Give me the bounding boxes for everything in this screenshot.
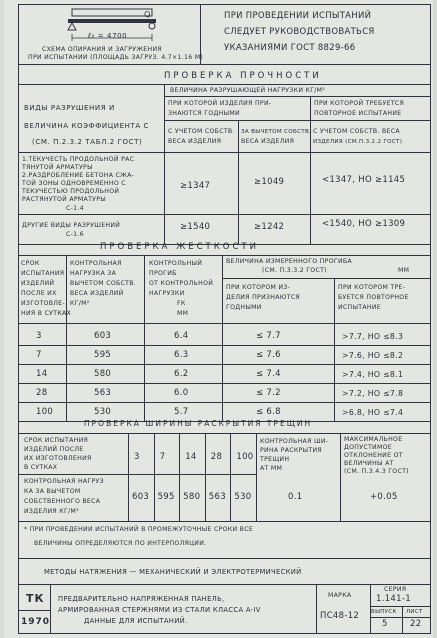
stamp-year: 1970 [21, 617, 51, 627]
stiff-header-h1-3: ПОСЛЕ ИХ [21, 290, 57, 297]
stamp-sheet-label: ЛИСТ [406, 609, 423, 615]
col-header-retest-1: ПРИ КОТОРОЙ ТРЕБУЕТСЯ [314, 100, 405, 107]
crack-h-days-0: СРОК ИСПЫТАНИЯ [24, 437, 89, 444]
stiff-row-retest: >7.2, НО ≤7.8 [342, 389, 404, 398]
crack-h-days-3: В СУТКАХ [24, 464, 58, 471]
crack-h-width-0: КОНТРОЛЬНАЯ ШИ- [260, 438, 329, 445]
stiff-row-ok: ≤ 7.7 [256, 331, 281, 341]
stiff-header-h3-4: FК [177, 300, 186, 307]
stiff-row-days: 14 [36, 369, 48, 379]
row1-coef: С-1.4 [66, 205, 84, 212]
stiff-header-h1-1: ИСПЫТАНИЯ [21, 270, 65, 277]
crack-load-value: 595 [157, 492, 175, 502]
crack-h-dev-1: ДОПУСТИМОЕ [344, 444, 392, 451]
crack-load-value: 580 [183, 492, 201, 502]
stamp-series: 1.141-1 [376, 594, 411, 604]
col-divider [230, 433, 231, 521]
stiff-row-load: 595 [94, 350, 112, 360]
crack-h-dev-4: (СМ. П.3.4.3 ГОСТ) [344, 468, 409, 475]
stamp-mark-label: МАРКА [328, 592, 352, 599]
crack-h-width-1: РИНА РАСКРЫТИЯ [260, 447, 322, 454]
crack-days-value: 14 [185, 452, 197, 462]
stiff-row-deflection: 6.2 [174, 369, 189, 379]
stiff-header-h1-5: НИЯ В СУТКАХ [21, 310, 72, 317]
strength-title: ПРОВЕРКА ПРОЧНОСТИ [164, 71, 322, 81]
stiff-row-ok: ≤ 7.4 [256, 369, 281, 379]
stamp-desc-3: ДАННЫЕ ДЛЯ ИСПЫТАНИЙ. [84, 617, 188, 625]
stiff-row-retest: >6.8, НО ≤7.4 [342, 408, 404, 417]
stiff-h4-2: (СМ. П.3.3.2 ГОСТ) [262, 267, 327, 274]
stiff-header-h1-2: ИЗДЕЛИЙ [21, 280, 55, 287]
diagram-caption-2: ПРИ ИСПЫТАНИИ (ПЛОЩАДЬ ЗАГРУЗ. 4.7×1.16 М) [28, 54, 204, 61]
stiff-row-retest: >7.4, НО ≤8.1 [342, 370, 404, 379]
load-block [72, 9, 152, 16]
col-type-2: ВЕЛИЧИНА КОЭФФИЦИЕНТА С [24, 122, 150, 130]
stiff-header-h5-1: ДЕЛИЯ ПРИЗНАЮТСЯ [226, 294, 301, 301]
row1-text-4: ТОЙ ЗОНЫ ОДНОВРЕМЕННО С [22, 180, 126, 187]
stiff-header-h2-1: НАГРУЗКА ЗА [70, 270, 117, 277]
crack-days-value: 100 [236, 452, 254, 462]
col-type-3: (СМ. П.2.3.2 ТАБЛ.2 ГОСТ) [32, 138, 143, 146]
stiff-row-ok: ≤ 6.8 [256, 407, 281, 417]
crack-deviation-value: +0.05 [370, 492, 398, 502]
stiff-row-deflection: 6.0 [174, 388, 189, 398]
diagram-caption-1: СХЕМА ОПИРАНИЯ И ЗАГРУЖЕНИЯ [42, 46, 162, 53]
stiff-header-h2-0: КОНТРОЛЬНАЯ [70, 260, 122, 267]
col-header-load: ВЕЛИЧИНА РАЗРУШАЮЩЕЙ НАГРУЗКИ КГ/М² [170, 87, 326, 94]
crack-days-value: 28 [210, 452, 223, 462]
stiff-header-h5-2: ГОДНЫМИ [226, 304, 262, 311]
crack-h-load-0: КОНТРОЛЬНАЯ НАГРУЗ [24, 478, 104, 485]
stiff-header-h3-3: НАГРУЗКИ [149, 290, 185, 297]
support-left [68, 23, 76, 30]
stamp-mark: ПС48-12 [320, 611, 360, 621]
col-a-2: ВЕСА ИЗДЕЛИЯ [168, 138, 222, 145]
stiff-header-h2-2: ВЫЧЕТОМ СОБСТВ. [70, 280, 137, 287]
col-header-ok-1: ПРИ КОТОРОЙ ИЗДЕЛИЯ ПРИ- [168, 100, 272, 107]
crack-load-value: 563 [208, 492, 226, 502]
stiff-h4-1: ВЕЛИЧИНА ИЗМЕРЕННОГО ПРОГИБА [226, 258, 352, 265]
stiff-header-h3-5: ММ [177, 310, 189, 317]
stiff-h4-unit: ММ [398, 267, 410, 274]
stiff-row-load: 530 [94, 407, 112, 417]
row-divider [18, 364, 431, 365]
crack-load-value: 603 [132, 492, 150, 502]
stiff-row-deflection: 6.4 [174, 331, 189, 341]
stiff-row-days: 7 [36, 350, 42, 360]
stiff-row-deflection: 5.7 [174, 407, 189, 417]
stiff-header-h1-0: СРОК [21, 260, 40, 267]
stiff-header-h2-4: КГ/М² [70, 300, 90, 307]
row2-text: ДРУГИЕ ВИДЫ РАЗРУШЕНИЙ [22, 222, 121, 229]
col-header-retest-2: ПОВТОРНОЕ ИСПЫТАНИЕ [314, 110, 402, 117]
col-type-1: ВИДЫ РАЗРУШЕНИЯ И [24, 104, 115, 112]
load-label: Q [144, 10, 151, 19]
row1-text-1: 1.ТЕКУЧЕСТЬ ПРОДОЛЬНОЙ РАС [22, 156, 135, 163]
stiff-row-ok: ≤ 7.2 [256, 388, 281, 398]
note-2: ВЕЛИЧИНЫ ОПРЕДЕЛЯЮТСЯ ПО ИНТЕРПОЛЯЦИИ. [34, 540, 207, 547]
stiff-header-h2-3: ВЕСА ИЗДЕЛИЙ [70, 290, 124, 297]
stiff-row-days: 100 [36, 407, 54, 417]
row1-text-5: ТЕКУЧЕСТЬЮ ПРОДОЛЬНОЙ [22, 188, 120, 195]
crack-h-width-3: AТ ММ [260, 465, 283, 472]
gost-note-2: СЛЕДУЕТ РУКОВОДСТВОВАТЬСЯ [224, 27, 375, 37]
row1-value-a: ≥1347 [180, 181, 211, 191]
stiff-header-h6-2: ИСПЫТАНИЕ [338, 304, 381, 311]
crack-h-days-2: ИХ ИЗГОТОВЛЕНИЯ [24, 455, 92, 462]
stiff-header-h1-4: ИЗГОТОВЛЕ- [21, 300, 65, 307]
col-divider [205, 433, 206, 521]
crack-days-value: 7 [159, 452, 166, 462]
crack-h-load-3: ИЗДЕЛИЯ КГ/М² [24, 508, 79, 515]
row2-value-retest: <1540, НО ≥1309 [322, 219, 406, 229]
cracks-title: ПРОВЕРКА ШИРИНЫ РАСКРЫТИЯ ТРЕЩИН [84, 419, 313, 428]
crack-h-load-1: КА ЗА ВЫЧЕТОМ [24, 488, 81, 495]
crack-h-days-1: ИЗДЕЛИЙ ПОСЛЕ [24, 446, 84, 453]
stiffness-title: ПРОВЕРКА ЖЕСТКОСТИ [100, 242, 259, 252]
col-c-2: ИЗДЕЛИЯ (СМ.П.3.2.2 ГОСТ) [313, 139, 403, 145]
divider [200, 4, 201, 64]
span-label: ℓ₀ = 4700 [88, 32, 128, 40]
stiff-row-load: 603 [94, 331, 112, 341]
col-a-1: С УЧЕТОМ СОБСТВ. [168, 128, 235, 135]
crack-h-dev-3: ВЕЛИЧИНЫ AТ [344, 460, 394, 467]
row1-value-b: ≥1049 [254, 177, 285, 187]
note-1: * ПРИ ПРОВЕДЕНИИ ИСПЫТАНИЙ В ПРОМЕЖУТОЧНЫЕ СРОКИ ВСЕ [24, 526, 254, 533]
row-divider [18, 383, 431, 384]
panel-beam [68, 19, 156, 23]
stamp-issue-label: ВЫПУСК [371, 609, 397, 615]
stiff-header-h5-0: ПРИ КОТОРОМ ИЗ- [226, 284, 291, 291]
stiff-row-retest: >7.6, НО ≤8.2 [342, 351, 404, 360]
row1-text-2: ТЯНУТОЙ АРМАТУРЫ [22, 164, 93, 171]
stamp-desc-1: ПРЕДВАРИТЕЛЬНО НАПРЯЖЕННАЯ ПАНЕЛЬ, [58, 595, 225, 603]
stiff-header-h6-1: БУЕТСЯ ПОВТОРНОЕ [338, 294, 409, 301]
drawing-sheet [4, 0, 433, 638]
row2-coef: С-1.6 [66, 231, 84, 238]
loading-scheme-diagram [44, 6, 184, 50]
stiff-header-h6-0: ПРИ КОТОРОМ ТРЕ- [338, 284, 406, 291]
stamp-tk: ТК [26, 592, 45, 605]
stiff-row-deflection: 6.3 [174, 350, 189, 360]
crack-h-dev-2: ОТКЛОНЕНИЕ ОТ [344, 452, 403, 459]
crack-load-value: 530 [234, 492, 252, 502]
crack-width-value: 0.1 [288, 492, 303, 502]
tension-methods: МЕТОДЫ НАТЯЖЕНИЯ — МЕХАНИЧЕСКИЙ И ЭЛЕКТРОТЕРМИЧЕСКИЙ [44, 568, 302, 576]
gost-note-3: УКАЗАНИЯМИ ГОСТ 8829-66 [224, 43, 356, 53]
stiff-row-load: 563 [94, 388, 112, 398]
row2-value-a: ≥1540 [180, 222, 211, 232]
col-divider [154, 433, 155, 521]
stiff-row-retest: >7.7, НО ≤8.3 [342, 332, 404, 341]
row-divider [18, 402, 431, 403]
col-c-1: С УЧЕТОМ СОБСТВ. ВЕСА [313, 128, 400, 135]
support-right [149, 23, 155, 29]
stiff-header-h3-0: КОНТРОЛЬНЫЙ [149, 260, 203, 267]
stiff-row-days: 28 [36, 388, 48, 398]
crack-days-value: 3 [134, 452, 140, 462]
row1-value-retest: <1347, НО ≥1145 [322, 175, 406, 185]
stiff-row-ok: ≤ 7.6 [256, 350, 281, 360]
crack-h-load-2: СОБСТВЕННОГО ВЕСА [24, 498, 101, 505]
col-b-2: ВЕСА ИЗДЕЛИЯ [241, 138, 295, 145]
stamp-series-label: СЕРИЯ [384, 586, 407, 593]
stamp-sheet: 22 [410, 619, 422, 629]
gost-note-1: ПРИ ПРОВЕДЕНИИ ИСПЫТАНИЙ [224, 11, 372, 21]
stiff-header-h3-1: ПРОГИБ [149, 270, 177, 277]
row1-text-3: 2.РАЗДРОБЛЕНИЕ БЕТОНА СЖА- [22, 172, 135, 179]
stiff-header-h3-2: ОТ КОНТРОЛЬНОЙ [149, 280, 214, 287]
row2-value-b: ≥1242 [254, 222, 285, 232]
stamp-issue: 5 [382, 619, 388, 629]
stamp-desc-2: АРМИРОВАННАЯ СТЕРЖНЯМИ ИЗ СТАЛИ КЛАССА A-IV [58, 606, 261, 614]
col-header-ok-2: ЗНАЮТСЯ ГОДНЫМИ [168, 110, 240, 117]
col-b-1: ЗА ВЫЧЕТОМ СОБСТВ. [241, 129, 312, 135]
stiff-row-days: 3 [36, 331, 42, 341]
stiff-row-load: 580 [94, 369, 112, 379]
crack-h-width-2: ТРЕЩИН [260, 456, 290, 463]
row1-text-6: РАСТЯНУТОЙ АРМАТУРЫ [22, 196, 107, 203]
row-divider [18, 345, 431, 346]
col-divider [179, 433, 180, 521]
crack-h-dev-0: МАКСИМАЛЬНОЕ [344, 436, 403, 443]
